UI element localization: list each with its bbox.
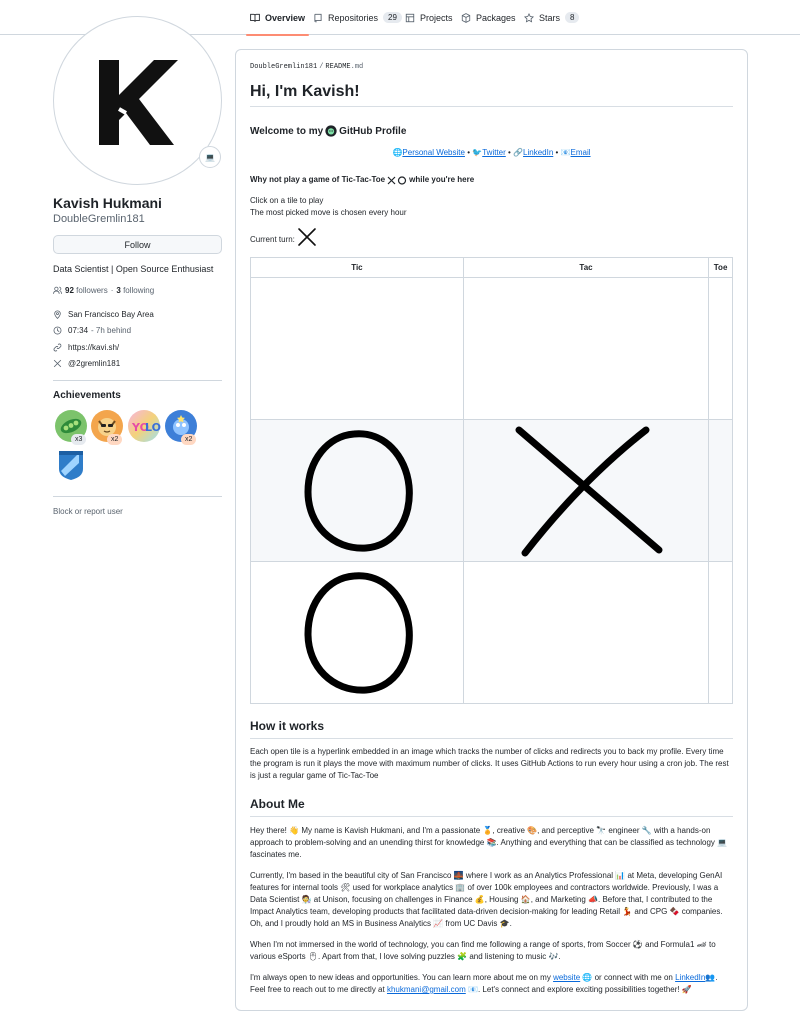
about-p4-text: 👥. Feel free to reach out to me directly at bbox=[250, 973, 718, 994]
linkedin-link[interactable]: LinkedIn bbox=[523, 148, 554, 157]
path-separator: / bbox=[319, 63, 324, 71]
heading-rule bbox=[250, 106, 733, 107]
game-prompt-text: Why not play a game of Tic-Tac-Toe bbox=[250, 175, 386, 184]
about-p4-text: 🌐 or connect with me on bbox=[582, 973, 673, 982]
welcome-heading bbox=[250, 125, 406, 137]
about-p4-text: 📧. Let's connect and explore exciting possibilities together! 🚀 bbox=[468, 985, 692, 994]
link-separator: • bbox=[555, 148, 559, 157]
board-header: Tac bbox=[463, 258, 708, 278]
how-it-works-text: Each open tile is a hyperlink embedded in an image which tracks the number of clicks and redirects you to back my profile. Every time the program is run it plays the move with maximum number of clicks. It uses GitHub Actions to run every hour using a cron job. The rest is just a regular game of Tic-Tac-Toe bbox=[250, 747, 729, 780]
block-report-link[interactable]: Block or report user bbox=[53, 507, 123, 516]
sidebar-divider bbox=[53, 380, 222, 381]
yolo-icon bbox=[130, 416, 161, 436]
board-header: Toe bbox=[709, 258, 733, 278]
k-logo-icon bbox=[54, 17, 223, 186]
game-prompt bbox=[250, 174, 733, 186]
shield-icon bbox=[57, 449, 85, 481]
about-paragraph-4 bbox=[250, 972, 733, 996]
about-paragraph-3: When I'm not immersed in the world of technology, you can find me following a range of sports, from Soccer ⚽ and Formula1 🏎 to various eSports 🖱. Apart from that, I love solving puzzles 🧩 and listening to music 🎶. bbox=[250, 940, 716, 961]
about-paragraph-2: Currently, I'm based in the beautiful city of San Francisco 🌉 where I work as an Analytics Professional 📊 at Meta, developing GenAI features for internal tools 🛠 used for workplace analytics 🏢 of over 100k employees and contractors worldwide. Previously, I was a Data Scientist 🧑‍🔬 at Unison, focusing on challenges in Finance 💰, Housing 🏠, and Marketing 📣. Before that, I contributed to the Impact Analytics team, developing products that facilitated data-driven decision-making for leading Retail 💃 and CPG 🍫 companies. Oh, and I proudly hold an MS in Business Analytics 📈 from UC Davis 🎓. bbox=[250, 871, 723, 928]
x-row[interactable] bbox=[53, 359, 120, 368]
twitter-link[interactable]: Twitter bbox=[482, 148, 506, 157]
heading-rule bbox=[250, 738, 733, 739]
website-link[interactable]: website bbox=[553, 973, 581, 982]
website-link[interactable]: https://kavi.sh/ bbox=[68, 343, 120, 352]
current-turn-label: Current turn: bbox=[250, 235, 295, 244]
o-mark-icon bbox=[292, 426, 422, 556]
board-cell bbox=[251, 420, 464, 562]
tab-repositories[interactable] bbox=[309, 0, 406, 35]
tab-label: Overview bbox=[265, 12, 306, 23]
follow-button[interactable]: Follow bbox=[53, 235, 222, 254]
board-cell bbox=[251, 562, 464, 704]
following-link[interactable] bbox=[116, 286, 154, 295]
board-cell[interactable] bbox=[463, 562, 708, 704]
avatar[interactable] bbox=[53, 16, 222, 185]
following-count: 3 bbox=[116, 286, 121, 295]
people-icon bbox=[53, 286, 62, 295]
x-logo-icon bbox=[53, 359, 62, 368]
empty-tile[interactable] bbox=[709, 420, 732, 561]
readme-path bbox=[250, 63, 363, 71]
dot-separator: · bbox=[110, 286, 114, 295]
pick-instruction: The most picked move is chosen every hour bbox=[250, 208, 407, 217]
achievement-multiplier: x3 bbox=[71, 434, 86, 445]
email-link[interactable]: Email bbox=[570, 148, 591, 157]
o-mark bbox=[251, 562, 463, 703]
tab-label: Packages bbox=[476, 12, 516, 23]
linkedin-link[interactable]: LinkedIn bbox=[675, 973, 706, 982]
followers-link[interactable] bbox=[65, 286, 108, 295]
clock-icon bbox=[53, 326, 62, 335]
globe-icon: 🌐 bbox=[392, 148, 403, 157]
achievement-multiplier: x2 bbox=[181, 434, 196, 445]
about-heading: About Me bbox=[250, 797, 305, 811]
profile-bio: Data Scientist | Open Source Enthusiast bbox=[53, 264, 214, 274]
tab-overview[interactable] bbox=[246, 0, 309, 35]
sidebar-divider bbox=[53, 496, 222, 497]
followers-label: followers bbox=[76, 286, 108, 295]
board-header: Tic bbox=[251, 258, 464, 278]
click-instruction: Click on a tile to play bbox=[250, 196, 324, 205]
welcome-prefix: Welcome to my bbox=[250, 125, 324, 137]
achievements-heading[interactable]: Achievements bbox=[53, 390, 121, 401]
followers-row bbox=[53, 286, 154, 295]
svg-text:YO: YO bbox=[132, 421, 149, 434]
tab-stars[interactable] bbox=[520, 0, 583, 35]
board-cell[interactable] bbox=[709, 420, 733, 562]
github-octocat-icon bbox=[325, 125, 337, 137]
following-label: following bbox=[123, 286, 155, 295]
empty-tile[interactable] bbox=[709, 562, 732, 703]
o-mark bbox=[251, 420, 463, 561]
link-separator: • bbox=[467, 148, 471, 157]
about-p4-text: I'm always open to new ideas and opportunities. You can learn more about me on my bbox=[250, 973, 551, 982]
stars-count-badge: 8 bbox=[565, 12, 579, 23]
x-handle-link[interactable]: @2gremlin181 bbox=[68, 359, 121, 368]
readme-title: Hi, I'm Kavish! bbox=[250, 83, 360, 100]
x-mark bbox=[464, 420, 708, 561]
achievement-yolo-icon[interactable] bbox=[128, 410, 160, 442]
welcome-suffix: GitHub Profile bbox=[339, 125, 407, 137]
repo-count-badge: 29 bbox=[383, 12, 402, 23]
board-cell bbox=[463, 420, 708, 562]
achievement-arctic-code-vault-icon[interactable] bbox=[55, 449, 87, 481]
x-mark-icon bbox=[511, 426, 661, 556]
current-turn-x-icon bbox=[298, 228, 316, 246]
empty-tile[interactable] bbox=[709, 278, 732, 419]
email-icon: 📧 bbox=[560, 148, 571, 157]
status-emoji[interactable]: 💻 bbox=[199, 146, 221, 168]
repo-icon bbox=[313, 13, 323, 23]
personal-website-link[interactable]: Personal Website bbox=[402, 148, 465, 157]
board-cell[interactable] bbox=[709, 278, 733, 420]
tab-label: Repositories bbox=[328, 12, 379, 23]
o-mark-icon bbox=[292, 568, 422, 698]
board-cell[interactable] bbox=[251, 278, 464, 420]
board-cell[interactable] bbox=[709, 562, 733, 704]
empty-tile[interactable] bbox=[251, 278, 463, 419]
tab-label: Stars bbox=[539, 12, 561, 23]
about-paragraph-1: Hey there! 👋 My name is Kavish Hukmani, and I'm a passionate 🏅, creative 🎨, and perceptive 🔭 engineer 🔧 with a hands-on approach to problem-solving and an unending thirst for knowledge 📚. Anything and everything that can be classified as technology 💻 fascinates me. bbox=[250, 826, 728, 859]
readme-path-file: README bbox=[325, 63, 351, 71]
tab-label: Projects bbox=[420, 12, 453, 23]
time-behind: - 7h behind bbox=[91, 326, 132, 335]
tab-projects[interactable] bbox=[401, 0, 457, 35]
profile-username: DoubleGremlin181 bbox=[53, 213, 145, 225]
tic-tac-toe-board bbox=[250, 257, 733, 704]
link-icon bbox=[53, 343, 62, 352]
profile-full-name: Kavish Hukmani bbox=[53, 195, 162, 211]
xo-icon bbox=[387, 176, 407, 185]
table-icon bbox=[405, 13, 415, 23]
achievement-multiplier: x2 bbox=[107, 434, 122, 445]
location-icon bbox=[53, 310, 62, 319]
readme-path-ext: .md bbox=[350, 63, 364, 71]
book-icon bbox=[250, 13, 260, 23]
linkedin-icon: 🔗 bbox=[513, 148, 524, 157]
how-it-works-heading: How it works bbox=[250, 719, 325, 733]
readme-path-user[interactable]: DoubleGremlin181 bbox=[250, 63, 318, 71]
empty-tile[interactable] bbox=[464, 562, 708, 703]
website-row[interactable] bbox=[53, 343, 119, 352]
empty-tile[interactable] bbox=[464, 278, 708, 419]
local-time: 07:34 bbox=[68, 326, 89, 335]
email-address-link[interactable]: khukmani@gmail.com bbox=[386, 985, 466, 994]
localtime-row bbox=[53, 326, 131, 335]
followers-count: 92 bbox=[65, 286, 74, 295]
tab-packages[interactable] bbox=[457, 0, 520, 35]
heading-rule bbox=[250, 816, 733, 817]
game-prompt-end: while you're here bbox=[409, 175, 475, 184]
svg-text:LO: LO bbox=[145, 421, 161, 434]
location-text: San Francisco Bay Area bbox=[68, 310, 154, 319]
social-links bbox=[250, 148, 733, 157]
link-separator: • bbox=[508, 148, 511, 157]
board-cell[interactable] bbox=[463, 278, 708, 420]
current-turn-row bbox=[250, 228, 733, 246]
star-icon bbox=[524, 13, 534, 23]
twitter-bird-icon: 🐦 bbox=[472, 148, 483, 157]
location-row bbox=[53, 310, 154, 319]
package-icon bbox=[461, 13, 471, 23]
